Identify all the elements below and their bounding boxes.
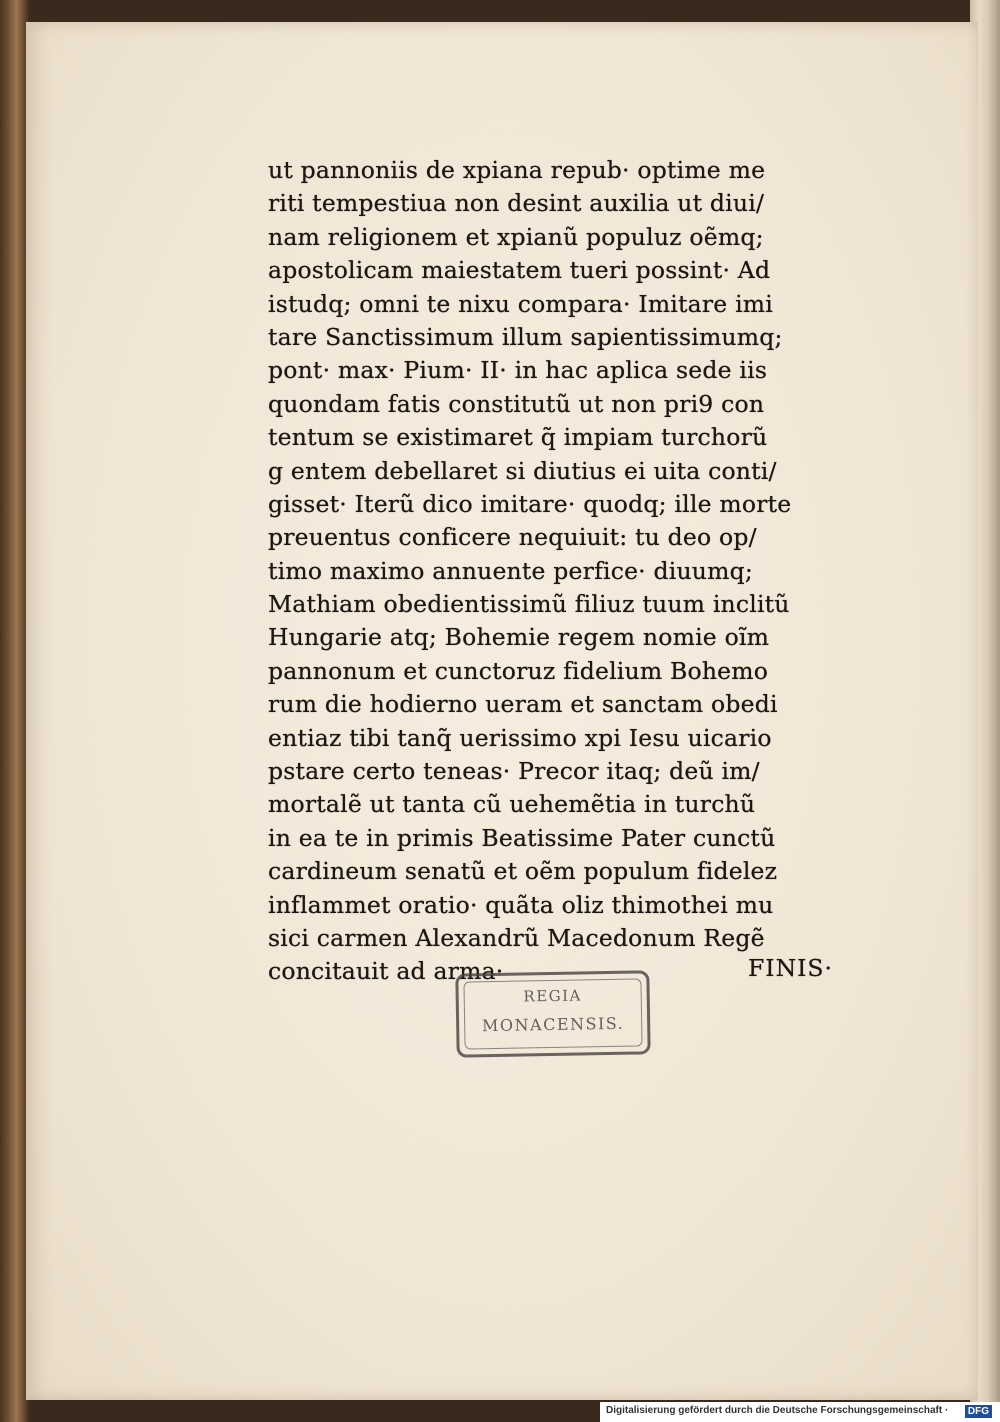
digitization-footer [600, 1402, 1000, 1422]
text-line: inflammet oratio· quãta oliz thimothei mu [268, 890, 774, 919]
text-line: riti tempestiua non desint auxilia ut diui/ [268, 189, 765, 218]
text-line: pannonum et cunctoruz fidelium Bohemo [268, 656, 769, 685]
text-line: tentum se existimaret q̃ impiam turchorũ [268, 423, 768, 452]
text-line: quondam fatis constitutũ ut non pri9 con [268, 389, 765, 418]
text-line: in ea te in primis Beatissime Pater cunctũ [268, 823, 776, 852]
dfg-logo-icon: DFG [965, 1405, 992, 1418]
text-line: Hungarie atq; Bohemie regem nomie oĩm [268, 623, 770, 652]
library-stamp [455, 970, 650, 1057]
text-line: gisset· Iterũ dico imitare· quodq; ille morte [268, 489, 792, 518]
text-line: tare Sanctissimum illum sapientissimumq; [268, 322, 783, 351]
text-line: concitauit ad arma· [268, 957, 504, 986]
stamp-text-top: REGIA [523, 986, 583, 1006]
text-line: istudq; omni te nixu compara· Imitare imi [268, 289, 774, 318]
text-line: pstare certo teneas· Precor itaq; deũ im/ [268, 757, 760, 786]
text-line: pont· max· Pium· II· in hac aplica sede iis [268, 356, 768, 385]
text-line: entiaz tibi tanq̃ uerissimo xpi Iesu uicario [268, 723, 772, 752]
text-line: ut pannoniis de xpiana repub· optime me [268, 156, 766, 184]
text-line: rum die hodierno ueram et sanctam obedi [268, 690, 778, 719]
text-line: preuentus conficere nequiuit: tu deo op/ [268, 523, 757, 552]
text-line: nam religionem et xpianũ populuz oẽmq; [268, 222, 764, 251]
book-page [26, 22, 978, 1400]
finis-colophon: FINIS· [748, 954, 834, 982]
text-line: apostolicam maiestatem tueri possint· Ad [268, 256, 771, 285]
footer-credit-text: Digitalisierung gefördert durch die Deutsche Forschungsgemeinschaft · [606, 1405, 949, 1416]
text-line: g entem debellaret si diutius ei uita conti/ [268, 456, 777, 485]
text-line: sici carmen Alexandrũ Macedonum Regẽ [268, 923, 765, 952]
stamp-text-bottom: MONACENSIS. [481, 1013, 625, 1036]
text-block [268, 154, 828, 989]
text-line: Mathiam obedientissimũ filiuz tuum inclitũ [268, 590, 790, 619]
text-line: cardineum senatũ et oẽm populum fidelez [268, 857, 778, 886]
text-line: timo maximo annuente perfice· diuumq; [268, 556, 753, 585]
text-line: mortalẽ ut tanta cũ uehemẽtia in turchũ [268, 790, 756, 819]
